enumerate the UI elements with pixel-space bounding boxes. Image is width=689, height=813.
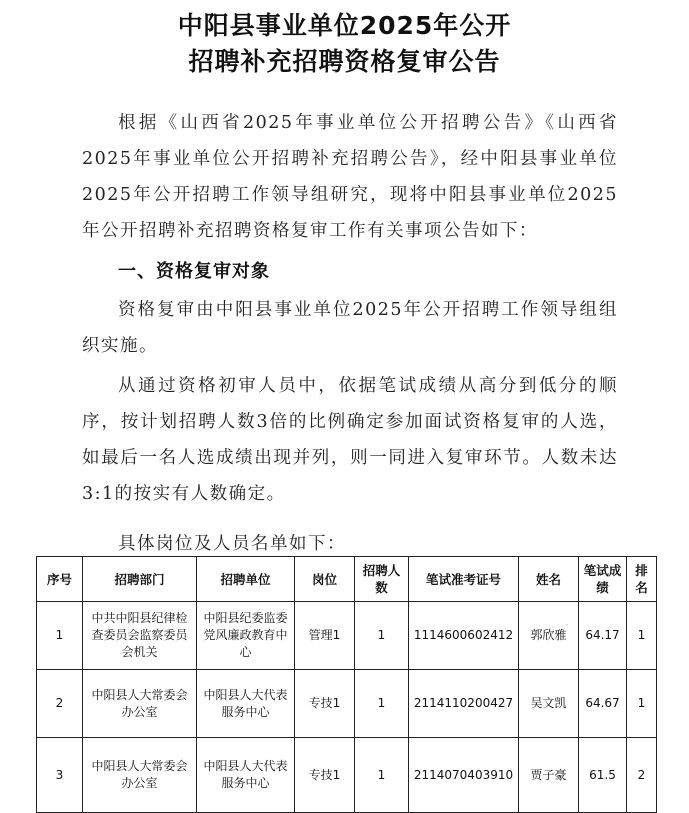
table-row (37, 670, 657, 738)
cell-name: 贾子豪 (519, 738, 579, 813)
document-title-line2: 招聘补充招聘资格复审公告 (188, 47, 501, 76)
cell-headcount: 1 (355, 602, 409, 670)
table-row (37, 738, 657, 813)
cell-name: 吴文凯 (519, 670, 579, 738)
header-cell: 排名 (627, 557, 657, 602)
document-title-line1: 中阳县事业单位2025年公开 (177, 11, 512, 40)
header-cell: 序号 (37, 557, 83, 602)
cell-department: 中阳县人大常委会办公室 (83, 670, 197, 738)
cell-department: 中共中阳县纪律检查委员会监察委员会机关 (83, 602, 197, 670)
cell-name: 郭欣雅 (519, 602, 579, 670)
cell-unit: 中阳县人大代表服务中心 (197, 670, 295, 738)
cell-headcount: 1 (355, 738, 409, 813)
cell-department: 中阳县人大常委会办公室 (83, 738, 197, 813)
header-cell: 招聘部门 (83, 557, 197, 602)
cell-exam-number: 2114070403910 (409, 738, 519, 813)
cell-index: 3 (37, 738, 83, 813)
cell-index: 1 (37, 602, 83, 670)
intro-paragraph: 根据《山西省2025年事业单位公开招聘公告》《山西省2025年事业单位公开招聘补充招聘公告》，经中阳县事业单位2025年公开招聘工作领导组研究，现将中阳县事业单位2025年公开招聘补充招聘资格复审工作有关事项公告如下： (82, 113, 618, 241)
table-row (37, 602, 657, 670)
cell-rank: 1 (627, 602, 657, 670)
cell-exam-number: 2114110200427 (409, 670, 519, 738)
cell-rank: 2 (627, 738, 657, 813)
header-cell: 笔试成绩 (579, 557, 627, 602)
cell-position: 专技1 (295, 738, 355, 813)
header-cell: 笔试准考证号 (409, 557, 519, 602)
table-header-row (37, 557, 657, 602)
header-cell: 姓名 (519, 557, 579, 602)
header-cell: 岗位 (295, 557, 355, 602)
section-paragraph-3: 具体岗位及人员名单如下： (118, 534, 346, 554)
section-heading: 一、资格复审对象 (118, 261, 270, 282)
cell-score: 64.17 (579, 602, 627, 670)
section-paragraph-2: 从通过资格初审人员中，依据笔试成绩从高分到低分的顺序，按计划招聘人数3倍的比例确定参加面试资格复审的人选，如最后一名人选成绩出现并列，则一同进入复审环节。人数未达3:1的按实有人数确定。 (82, 376, 618, 504)
cell-score: 64.67 (579, 670, 627, 738)
cell-unit: 中阳县人大代表服务中心 (197, 738, 295, 813)
candidate-table (36, 556, 657, 813)
cell-rank: 1 (627, 670, 657, 738)
cell-unit: 中阳县纪委监委党风廉政教育中心 (197, 602, 295, 670)
cell-position: 管理1 (295, 602, 355, 670)
section-paragraph-1: 资格复审由中阳县事业单位2025年公开招聘工作领导组组织实施。 (82, 300, 618, 356)
cell-index: 2 (37, 670, 83, 738)
header-cell: 招聘单位 (197, 557, 295, 602)
cell-position: 专技1 (295, 670, 355, 738)
cell-headcount: 1 (355, 670, 409, 738)
header-cell: 招聘人数 (355, 557, 409, 602)
cell-exam-number: 1114600602412 (409, 602, 519, 670)
cell-score: 61.5 (579, 738, 627, 813)
